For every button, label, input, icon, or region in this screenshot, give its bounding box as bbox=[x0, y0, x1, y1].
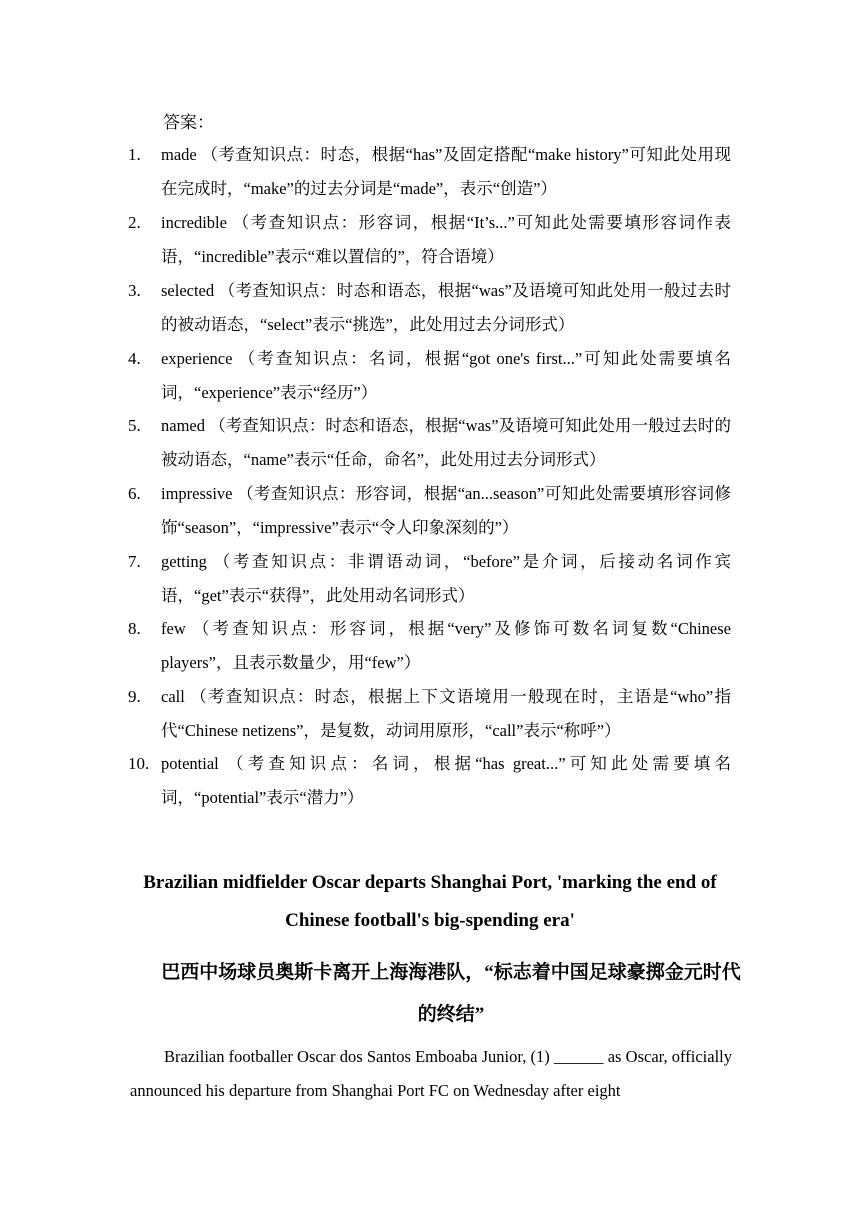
answer-number: 9. bbox=[128, 687, 141, 706]
answer-number: 1. bbox=[128, 145, 141, 164]
article-body-paragraph: Brazilian footballer Oscar dos Santos Emboaba Junior, (1) ______ as Oscar, officially announced his departure from Shanghai Port FC on Wednesday after eight bbox=[130, 1047, 732, 1100]
answer-text: impressive （考查知识点：形容词，根据“an...season”可知此处需要填形容词修饰“season”，“impressive”表示“令人印象深刻的”） bbox=[161, 484, 731, 537]
answer-text: selected （考查知识点：时态和语态，根据“was”及语境可知此处用一般过去时的被动语态，“select”表示“挑选”，此处用过去分词形式） bbox=[161, 281, 731, 334]
answer-text: experience （考查知识点：名词，根据“got one's first...”可知此处需要填名词，“experience”表示“经历”） bbox=[161, 349, 731, 402]
answer-text: call （考查知识点：时态，根据上下文语境用一般现在时，主语是“who”指代“Chinese netizens”，是复数，动词用原形，“call”表示“称呼”） bbox=[161, 687, 731, 740]
answer-number: 2. bbox=[128, 213, 141, 232]
answer-number: 8. bbox=[128, 619, 141, 638]
answer-text: potential （考查知识点：名词，根据“has great...”可知此处需要填名词，“potential”表示“潜力”） bbox=[161, 754, 731, 807]
answer-number: 7. bbox=[128, 552, 141, 571]
answers-heading: 答案： bbox=[163, 113, 214, 132]
answer-text: getting （考查知识点：非谓语动词，“before”是介词，后接动名词作宾语，“get”表示“获得”，此处用动名词形式） bbox=[161, 552, 731, 605]
article-title-chinese: 巴西中场球员奥斯卡离开上海海港队，“标志着中国足球豪掷金元时代的终结” bbox=[161, 962, 741, 1025]
answer-text: few （考查知识点：形容词，根据“very”及修饰可数名词复数“Chinese players”，且表示数量少，用“few”） bbox=[161, 619, 731, 672]
answer-text: named （考查知识点：时态和语态，根据“was”及语境可知此处用一般过去时的被动语态，“name”表示“任命，命名”，此处用过去分词形式） bbox=[161, 416, 731, 469]
answer-text: made （考查知识点：时态，根据“has”及固定搭配“make history”可知此处用现在完成时，“make”的过去分词是“made”，表示“创造”） bbox=[161, 145, 731, 198]
answer-text: incredible （考查知识点：形容词，根据“It’s...”可知此处需要填形容词作表语，“incredible”表示“难以置信的”，符合语境） bbox=[161, 213, 731, 266]
answer-number: 4. bbox=[128, 349, 141, 368]
answer-number: 3. bbox=[128, 281, 141, 300]
answer-number: 10. bbox=[128, 754, 150, 773]
article-title-english: Brazilian midfielder Oscar departs Shanghai Port, 'marking the end of Chinese football's big-spending era' bbox=[143, 872, 717, 931]
answer-number: 6. bbox=[128, 484, 141, 503]
answer-number: 5. bbox=[128, 416, 141, 435]
